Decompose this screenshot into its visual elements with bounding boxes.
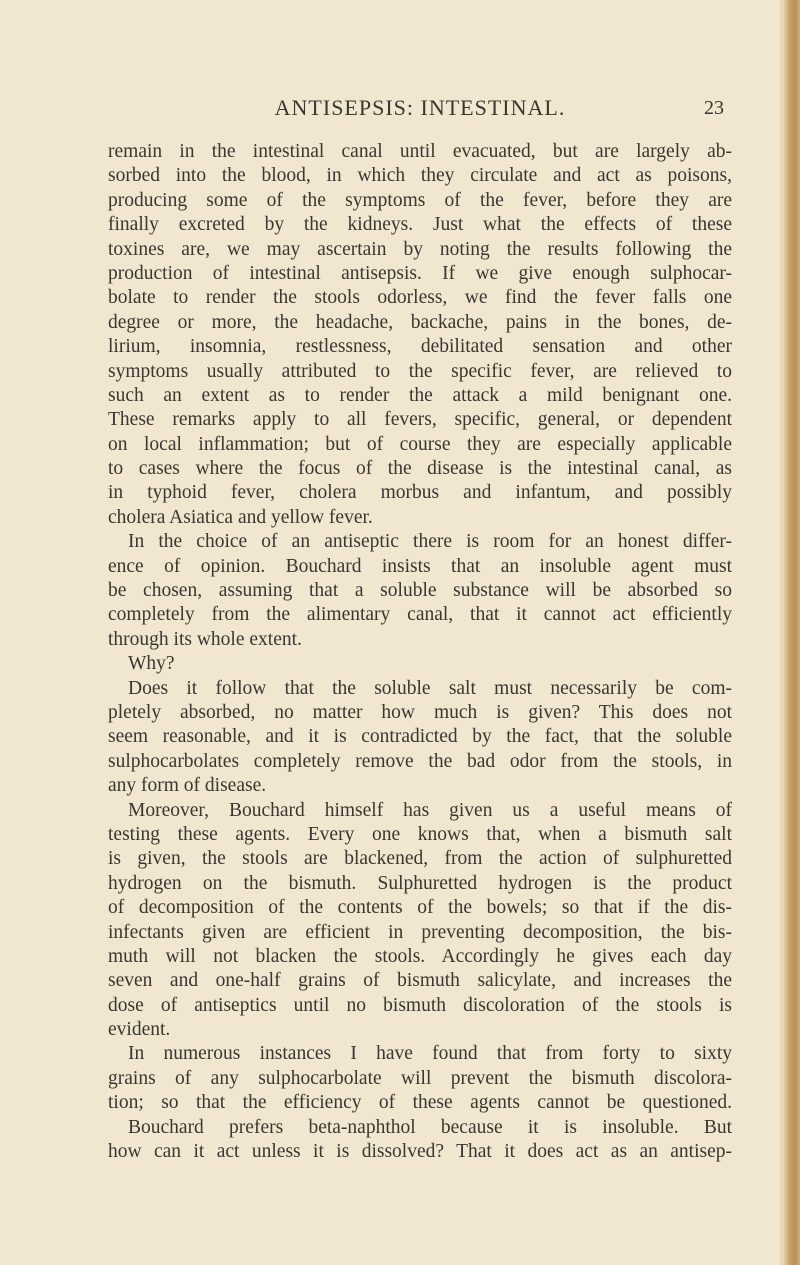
text-line: lirium, insomnia, restlessness, debilitated sensation and other (108, 336, 732, 358)
text-line: tion; so that the efficiency of these agents cannot be questioned. (108, 1092, 732, 1114)
text-line: of decomposition of the contents of the bowels; so that if the dis- (108, 897, 732, 919)
body-text (108, 140, 732, 1164)
text-line: These remarks apply to all fevers, specific, general, or dependent (108, 409, 732, 431)
text-line: In the choice of an antiseptic there is room for an honest differ- (128, 531, 732, 553)
text-line: hydrogen on the bismuth. Sulphuretted hydrogen is the product (108, 872, 732, 894)
text-line: producing some of the symptoms of the fever, before they are (108, 189, 732, 211)
text-line: grains of any sulphocarbolate will prevent the bismuth discolora- (108, 1067, 732, 1089)
text-line: how can it act unless it is dissolved? That it does act as an antisep- (108, 1141, 732, 1163)
text-line: toxines are, we may ascertain by noting the results following the (108, 238, 732, 260)
text-line: testing these agents. Every one knows that, when a bismuth salt (108, 823, 732, 845)
text-line: symptoms usually attributed to the specific fever, are relieved to (108, 360, 732, 382)
text-line: through its whole extent. (108, 628, 302, 650)
text-line: pletely absorbed, no matter how much is given? This does not (108, 701, 732, 723)
running-title: ANTISEPSIS: INTESTINAL. (274, 95, 566, 120)
text-line: any form of disease. (108, 775, 267, 797)
text-line: is given, the stools are blackened, from the action of sulphuretted (108, 848, 732, 870)
text-line: Does it follow that the soluble salt must necessarily be com- (128, 677, 732, 699)
text-line: sorbed into the blood, in which they circulate and act as poisons, (108, 165, 732, 187)
text-line: seven and one-half grains of bismuth salicylate, and increases the (108, 970, 732, 992)
text-line: Moreover, Bouchard himself has given us a useful means of (128, 799, 732, 821)
text-line: evident. (108, 1019, 171, 1041)
text-line: seem reasonable, and it is contradicted by the fact, that the soluble (108, 726, 732, 748)
text-line: cholera Asiatica and yellow fever. (108, 506, 373, 528)
text-line: in typhoid fever, cholera morbus and infantum, and possibly (108, 482, 732, 504)
text-line: production of intestinal antisepsis. If we give enough sulphocar- (108, 262, 732, 284)
text-line: In numerous instances I have found that from forty to sixty (128, 1043, 732, 1065)
text-line: remain in the intestinal canal until evacuated, but are largely ab- (108, 141, 732, 162)
text-line: Why? (128, 653, 175, 675)
text-line: ence of opinion. Bouchard insists that an insoluble agent must (108, 555, 732, 577)
text-line: degree or more, the headache, backache, pains in the bones, de- (108, 311, 732, 333)
text-line: bolate to render the stools odorless, we find the fever falls one (108, 287, 732, 309)
page-number: 23 (704, 97, 724, 119)
book-spine-edge (784, 0, 800, 1265)
running-header (108, 94, 732, 122)
text-line: completely from the alimentary canal, that it cannot act efficiently (108, 604, 732, 626)
text-line: such an extent as to render the attack a mild benignant one. (108, 384, 732, 406)
text-line: be chosen, assuming that a soluble substance will be absorbed so (108, 580, 732, 602)
text-line: muth will not blacken the stools. Accordingly he gives each day (108, 945, 732, 967)
text-line: infectants given are efficient in preventing decomposition, the bis- (108, 921, 732, 943)
text-line: sulphocarbolates completely remove the bad odor from the stools, in (108, 750, 732, 772)
text-line: dose of antiseptics until no bismuth discoloration of the stools is (108, 994, 732, 1016)
text-line: on local inflammation; but of course they are especially applicable (108, 433, 732, 455)
text-line: to cases where the focus of the disease is the intestinal canal, as (108, 458, 732, 480)
text-line: Bouchard prefers beta-naphthol because it is insoluble. But (128, 1116, 732, 1138)
text-line: finally excreted by the kidneys. Just what the effects of these (108, 214, 732, 236)
